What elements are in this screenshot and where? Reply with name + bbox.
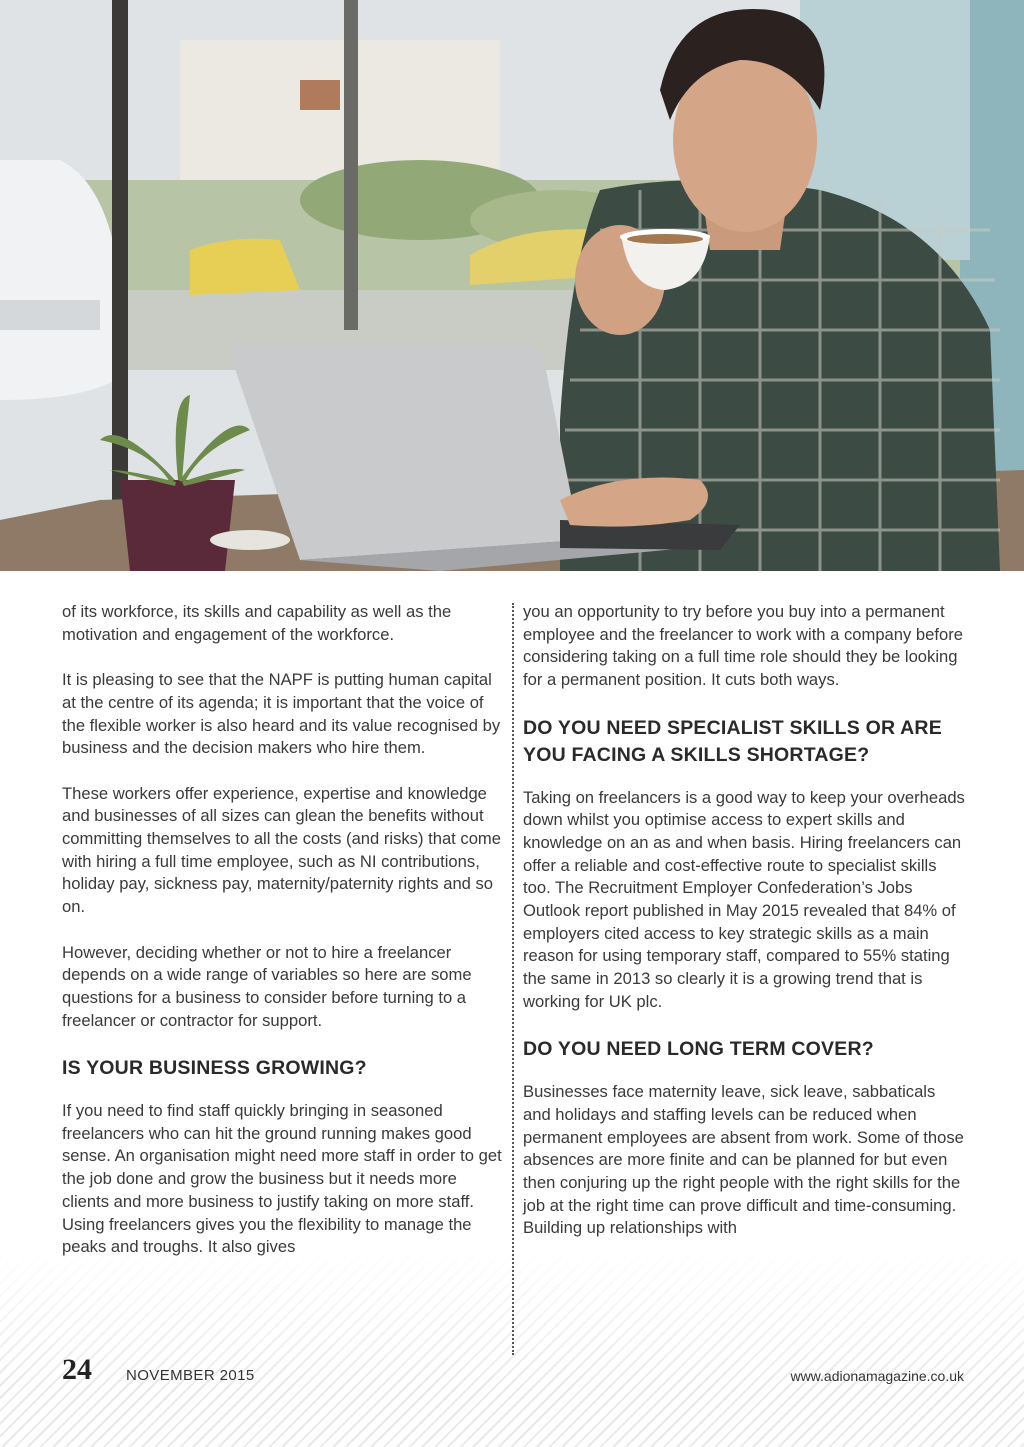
right-column [523, 601, 965, 1263]
issue-date: NOVEMBER 2015 [126, 1367, 255, 1384]
paragraph: Taking on freelancers is a good way to keep your overheads down whilst you optimise access to expert skills and knowledge on an as and when basis. Hiring freelancers can offer a reliable and cost-effective route to specialist skills too. The Recruitment Employer Confederation’s Jobs Outlook report published in May 2015 revealed that 84% of employers cited access to key strategic skills as a main reason for using temporary staff, compared to 55% stating the same in 2013 so clearly it is a growing trend that is working for UK plc. [523, 787, 965, 1011]
paragraph: Businesses face maternity leave, sick leave, sabbaticals and holidays and staffing levels can be reduced when permanent employees are absent from work. Some of those absences are more finite and can be planned for but even then conjuring up the right people with the right skills for the job at the right time can prove difficult and time-consuming. Building up relationships with [523, 1082, 964, 1238]
column-divider [512, 603, 514, 1355]
man-with-laptop-and-coffee-photo [0, 0, 1024, 571]
paragraph: you an opportunity to try before you buy into a permanent employee and the freelancer to work with a company before considering taking on a full time role should they be looking for a permanent position. It cuts both ways. [523, 602, 963, 690]
page-number: 24 [62, 1353, 92, 1386]
section-heading: IS YOUR BUSINESS GROWING? [62, 1057, 367, 1079]
paragraph: However, deciding whether or not to hire a freelancer depends on a wide range of variables so here are some questions for a business to consider before turning to a freelancer or contractor for support. [62, 942, 472, 1030]
section-heading: DO YOU NEED SPECIALIST SKILLS OR ARE YOU FACING A SKILLS SHORTAGE? [523, 716, 942, 766]
hero-photo [0, 0, 1024, 571]
website-link[interactable]: www.adionamagazine.co.uk [790, 1368, 964, 1384]
paragraph: If you need to find staff quickly bringing in seasoned freelancers who can hit the ground running makes good sense. An organisation might need more staff in order to get the job done and grow the business but it needs more clients and more business to justify taking on more staff. Using freelancers gives you the flexibility to manage the peaks and troughs. It also gives [62, 1101, 502, 1257]
paragraph: These workers offer experience, expertise and knowledge and businesses of all sizes can glean the benefits without committing themselves to all the costs (and risks) that come with hiring a full time employee, such as NI contributions, holiday pay, sickness pay, maternity/paternity rights and so on. [62, 783, 501, 917]
paragraph: of its workforce, its skills and capability as well as the motivation and engagement of the workforce. [62, 602, 452, 644]
section-heading: DO YOU NEED LONG TERM COVER? [523, 1038, 874, 1061]
left-column [62, 601, 504, 1282]
paragraph: It is pleasing to see that the NAPF is putting human capital at the centre of its agenda; it is important that the voice of the flexible worker is also heard and its value recognised by business and the decision makers who hire them. [62, 670, 501, 758]
